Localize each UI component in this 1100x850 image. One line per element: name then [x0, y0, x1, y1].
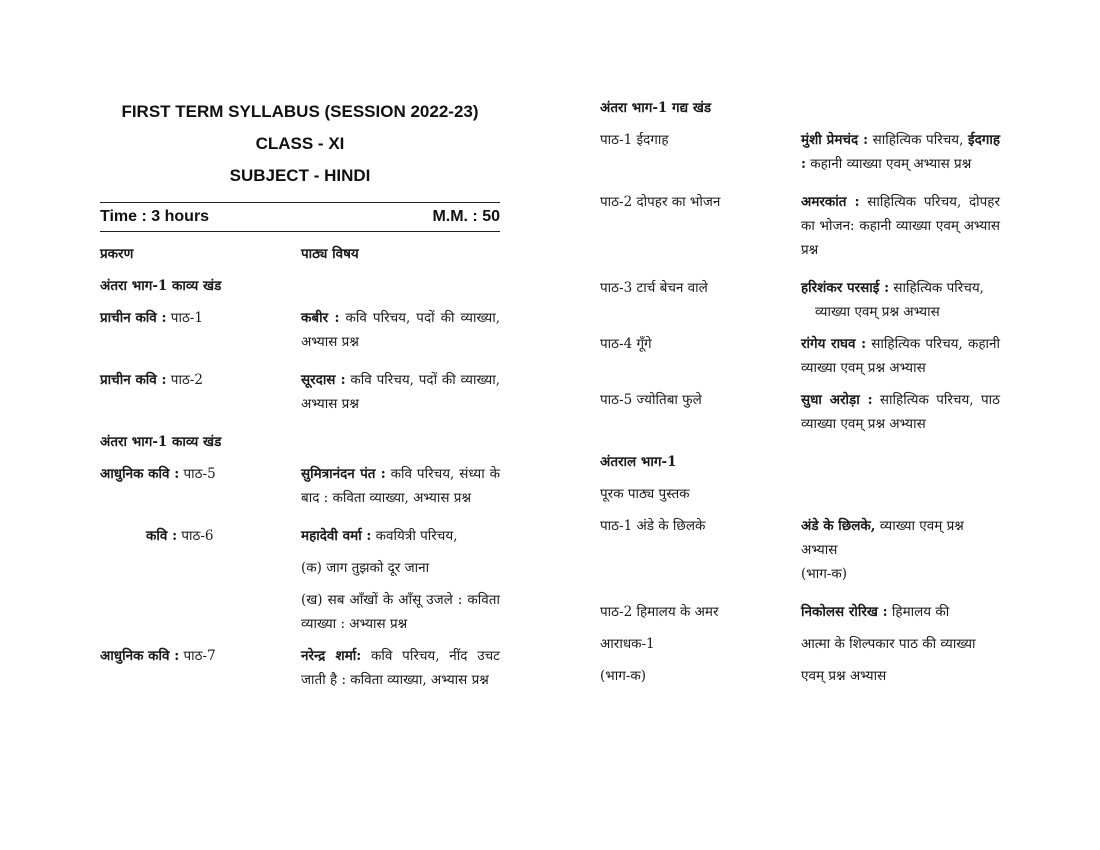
poem-line: (क) जाग तुझको दूर जाना [301, 560, 430, 576]
row-topic-bold: आधुनिक कवि : [100, 466, 180, 482]
row-content-2: आत्मा के शिल्पकार पाठ की व्याख्या [801, 636, 976, 652]
row-author: सुमित्रानंदन पंत : [301, 466, 386, 482]
table-row [600, 600, 1000, 688]
table-row [600, 514, 1000, 586]
row-topic: पाठ-1 अंडे के छिलके [600, 518, 706, 534]
poem-line: (ख) सब आँखों के आँसू उजले : कविता व्याख्या : अभ्यास प्रश्न [301, 592, 500, 632]
left-column [100, 96, 500, 692]
class-label: CLASS - XI [255, 134, 345, 153]
row-content: साहित्यिक परिचय, पाठ व्याख्या एवम् प्रश्न अभ्यास [801, 392, 1000, 432]
row-author: रांगेय राघव : [801, 336, 867, 352]
row-author: कबीर : [301, 310, 340, 326]
row-content: कवयित्री परिचय, [371, 528, 458, 544]
row-author: अंडे के छिलके, [801, 518, 876, 534]
row-topic: पाठ-4 गूँगे [600, 336, 652, 352]
row-topic-3: (भाग-क) [600, 668, 647, 684]
table-row [100, 524, 500, 548]
row-content: हिमालय की [887, 604, 950, 620]
section-subheading: पूरक पाठ्य पुस्तक [600, 486, 690, 502]
row-content: साहित्यिक परिचय, [889, 280, 984, 296]
col-header-content: पाठ्य विषय [301, 246, 359, 262]
row-author: सुधा अरोड़ा : [801, 392, 873, 408]
row-author: अमरकांत : [801, 194, 860, 210]
table-row [600, 332, 1000, 380]
section-heading: अंतरा भाग-1 काव्य खंड [100, 434, 222, 450]
table-row [600, 276, 1000, 324]
row-content: साहित्यिक परिचय, कहानी व्याख्या एवम् प्रश्न अभ्यास [801, 336, 1000, 376]
table-row [100, 588, 500, 636]
table-header [100, 242, 500, 266]
row-subtitle: ईदगाह : [801, 132, 1001, 172]
row-topic: पाठ-3 टार्च बेचन वाले [600, 280, 708, 296]
row-topic: पाठ-2 दोपहर का भोजन [600, 194, 721, 210]
row-author: मुंशी प्रेमचंद : [801, 132, 869, 148]
row-author: सूरदास : [301, 372, 346, 388]
row-topic: पाठ-2 [166, 372, 203, 388]
row-topic: पाठ-1 [166, 310, 203, 326]
row-topic-bold: प्राचीन कवि : [100, 310, 167, 326]
row-topic: पाठ-5 [179, 466, 216, 482]
row-topic: पाठ-2 हिमालय के अमर [600, 604, 719, 620]
row-content: कवि परिचय, पदों की व्याख्या, अभ्यास प्रश्न [301, 372, 500, 412]
row-content-2: व्याख्या एवम् प्रश्न अभ्यास [815, 304, 940, 320]
table-row [600, 190, 1000, 262]
max-marks-label: M.M. : 50 [432, 208, 500, 225]
row-topic: पाठ-6 [177, 528, 214, 544]
row-content: साहित्यिक परिचय, दोपहर का भोजन: कहानी व्याख्या एवम् अभ्यास प्रश्न [801, 194, 1000, 258]
right-column [600, 96, 1000, 688]
row-topic-bold: आधुनिक कवि : [100, 648, 180, 664]
section-heading: अंतरा भाग-1 गद्य खंड [600, 100, 712, 116]
row-author: नरेन्द्र शर्मा: [301, 648, 362, 664]
row-content: व्याख्या एवम् प्रश्न अभ्यास [801, 518, 964, 558]
row-content: कवि परिचय, नींद उचट जाती है : कविता व्याख्या, अभ्यास प्रश्न [301, 648, 500, 688]
row-topic-2: आराधक-1 [600, 636, 655, 652]
row-topic: पाठ-7 [179, 648, 216, 664]
row-content-2: कहानी व्याख्या एवम् अभ्यास प्रश्न [805, 156, 972, 172]
row-author: निकोलस रोरिख : [801, 604, 888, 620]
row-content-3: एवम् प्रश्न अभ्यास [801, 668, 887, 684]
section-heading: अंतरा भाग-1 काव्य खंड [100, 278, 222, 294]
row-topic-bold: कवि : [146, 528, 178, 544]
table-row [100, 462, 500, 510]
row-content: कवि परिचय, संध्या के बाद : कविता व्याख्या, अभ्यास प्रश्न [301, 466, 501, 506]
col-header-topic: प्रकरण [100, 246, 134, 262]
section-heading: अंतराल भाग-1 [600, 454, 677, 470]
row-topic: पाठ-5 ज्योतिबा फुले [600, 392, 702, 408]
table-row [100, 556, 500, 580]
subject-label: SUBJECT - HINDI [229, 166, 371, 185]
row-author: महादेवी वर्मा : [301, 528, 372, 544]
row-content: साहित्यिक परिचय, [868, 132, 964, 148]
table-row [100, 644, 500, 692]
table-row [600, 388, 1000, 436]
row-topic-bold: प्राचीन कवि : [100, 372, 167, 388]
row-topic: पाठ-1 ईदगाह [600, 132, 669, 148]
syllabus-title: FIRST TERM SYLLABUS (SESSION 2022-23) [121, 102, 479, 121]
time-label: Time : 3 hours [100, 208, 210, 225]
table-row [600, 128, 1000, 176]
row-content: कवि परिचय, पदों की व्याख्या, अभ्यास प्रश्न [301, 310, 500, 350]
row-author: हरिशंकर परसाई : [801, 280, 890, 296]
table-row [100, 368, 500, 416]
time-marks-bar [100, 202, 500, 232]
row-content-2: (भाग-क) [801, 566, 848, 582]
table-row [100, 306, 500, 354]
